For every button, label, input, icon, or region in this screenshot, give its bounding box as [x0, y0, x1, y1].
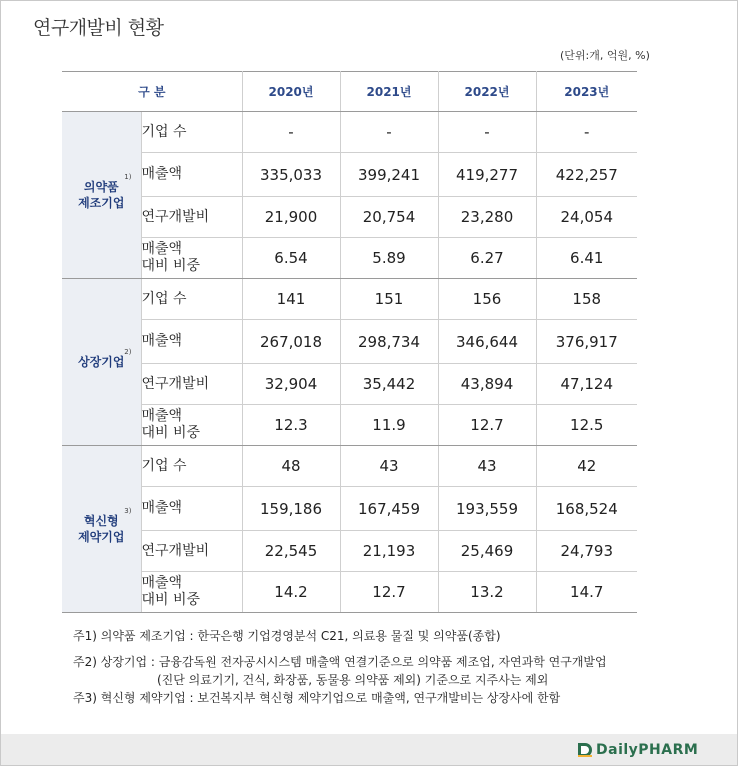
table-row — [62, 112, 637, 153]
table-cell: 43,894 — [438, 364, 536, 405]
page-title: 연구개발비 현황 — [33, 17, 164, 39]
table-row — [62, 279, 637, 320]
table-cell: 43 — [438, 446, 536, 487]
table-cell: 25,469 — [438, 531, 536, 572]
row-label: 매출액 대비 비중 — [141, 238, 242, 279]
row-label: 매출액 대비 비중 — [141, 405, 242, 446]
header-year: 2022년 — [438, 72, 536, 112]
table-cell: 22,545 — [242, 531, 340, 572]
table-cell: 32,904 — [242, 364, 340, 405]
table-cell: 42 — [536, 446, 637, 487]
table-cell: 151 — [340, 279, 438, 320]
group-footnote-marker: 2) — [124, 348, 132, 356]
table-cell: 47,124 — [536, 364, 637, 405]
row-label: 매출액 — [141, 487, 242, 531]
table-cell: 419,277 — [438, 153, 536, 197]
table-cell: 168,524 — [536, 487, 637, 531]
header-category: 구 분 — [62, 72, 242, 112]
table-cell: 141 — [242, 279, 340, 320]
row-label: 연구개발비 — [141, 364, 242, 405]
table-cell: 158 — [536, 279, 637, 320]
row-label: 매출액 — [141, 153, 242, 197]
table-cell: - — [438, 112, 536, 153]
footnote-3: 주3) 혁신형 제약기업 : 보건복지부 혁신형 제약기업으로 매출액, 연구개발비는 상장사에 한함 — [73, 691, 561, 705]
table-cell: 159,186 — [242, 487, 340, 531]
table-cell: 12.3 — [242, 405, 340, 446]
table-cell: 12.7 — [438, 405, 536, 446]
group-label-cell — [62, 446, 141, 613]
header-year: 2021년 — [340, 72, 438, 112]
table-cell: 6.27 — [438, 238, 536, 279]
table-row — [62, 405, 637, 446]
table-row — [62, 197, 637, 238]
table-cell: 21,900 — [242, 197, 340, 238]
table-cell: 399,241 — [340, 153, 438, 197]
group-footnote-marker: 1) — [124, 173, 132, 181]
table-cell: - — [242, 112, 340, 153]
table-cell: 6.41 — [536, 238, 637, 279]
table-cell: 14.2 — [242, 572, 340, 613]
row-label: 매출액 대비 비중 — [141, 572, 242, 613]
table-cell: 422,257 — [536, 153, 637, 197]
table-cell: 298,734 — [340, 320, 438, 364]
table-cell: 156 — [438, 279, 536, 320]
row-label: 매출액 — [141, 320, 242, 364]
table-cell: 20,754 — [340, 197, 438, 238]
table-cell: 23,280 — [438, 197, 536, 238]
group-label — [78, 507, 132, 545]
rnd-expense-table — [62, 71, 637, 613]
row-label: 기업 수 — [141, 112, 242, 153]
footnote-2-continued: (진단 의료기기, 건식, 화장품, 동물용 의약품 제외) 기준으로 지주사는 제외 — [157, 673, 549, 687]
table-cell: 12.5 — [536, 405, 637, 446]
row-label: 연구개발비 — [141, 197, 242, 238]
row-label: 기업 수 — [141, 446, 242, 487]
table-header-row — [62, 72, 637, 112]
table-row — [62, 153, 637, 197]
header-year: 2023년 — [536, 72, 637, 112]
footnote-1: 주1) 의약품 제조기업 : 한국은행 기업경영분석 C21, 의료용 물질 및 의약품(종합) — [73, 629, 501, 643]
table-cell: 167,459 — [340, 487, 438, 531]
table-row — [62, 531, 637, 572]
unit-note: (단위:개, 억원, %) — [560, 49, 650, 62]
table-row — [62, 572, 637, 613]
table-row — [62, 487, 637, 531]
table-row — [62, 320, 637, 364]
table-cell: 267,018 — [242, 320, 340, 364]
dailypharm-logo — [576, 740, 698, 760]
table-cell: - — [340, 112, 438, 153]
table-cell: 346,644 — [438, 320, 536, 364]
table-row — [62, 446, 637, 487]
table-cell: 335,033 — [242, 153, 340, 197]
table-cell: 12.7 — [340, 572, 438, 613]
table-cell: 193,559 — [438, 487, 536, 531]
group-name: 혁신형 제약기업 — [78, 514, 125, 544]
header-year: 2020년 — [242, 72, 340, 112]
table-cell: 24,054 — [536, 197, 637, 238]
table-row — [62, 364, 637, 405]
group-label-cell — [62, 279, 141, 446]
table-cell: 43 — [340, 446, 438, 487]
table-cell: 35,442 — [340, 364, 438, 405]
footnote-2: 주2) 상장기업 : 금융감독원 전자공시시스템 매출액 연결기준으로 의약품 제조업, 자연과학 연구개발업 — [73, 655, 607, 669]
table-cell: 21,193 — [340, 531, 438, 572]
table-cell: 6.54 — [242, 238, 340, 279]
row-label: 연구개발비 — [141, 531, 242, 572]
table-cell: 5.89 — [340, 238, 438, 279]
group-label-cell — [62, 112, 141, 279]
table-cell: 13.2 — [438, 572, 536, 613]
row-label: 기업 수 — [141, 279, 242, 320]
table-cell: 14.7 — [536, 572, 637, 613]
logo-text: DailyPHARM — [596, 742, 699, 758]
table-cell: 24,793 — [536, 531, 637, 572]
table-row — [62, 238, 637, 279]
group-label — [78, 173, 132, 211]
group-name: 상장기업 — [78, 355, 125, 369]
footnotes — [73, 627, 607, 707]
table-cell: 376,917 — [536, 320, 637, 364]
table-cell: 11.9 — [340, 405, 438, 446]
group-label — [78, 348, 132, 370]
group-footnote-marker: 3) — [124, 507, 132, 515]
table-cell: - — [536, 112, 637, 153]
group-name: 의약품 제조기업 — [78, 180, 125, 210]
daily-pharm-logo-icon — [576, 741, 594, 759]
table-cell: 48 — [242, 446, 340, 487]
